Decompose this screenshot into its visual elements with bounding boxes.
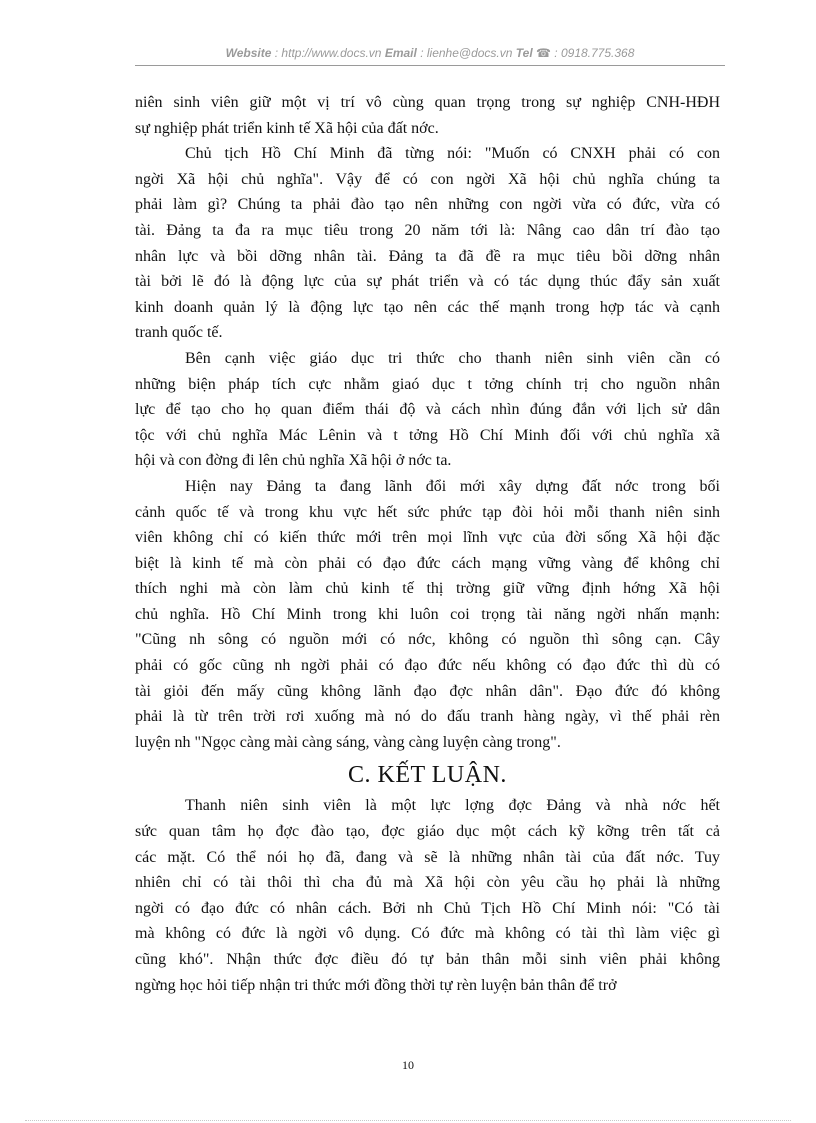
- text-line: sự nghiệp phát triển kinh tế Xã hội của đất nớc.: [135, 119, 439, 137]
- text-line: các mặt. Có thể nói họ đã, đang và sẽ là những nhân tài của đất nớc. Tuy: [135, 848, 720, 866]
- tel-value: ☎ : 0918.775.368: [536, 46, 635, 60]
- text-line: nhân lực và bồi dỡng nhân tài. Đảng ta đã đề ra mục tiêu bồi dỡng nhân: [135, 247, 720, 265]
- website-label: Website: [225, 46, 272, 60]
- section-heading: C. KẾT LUẬN.: [348, 762, 507, 789]
- text-line: viên không chỉ có kiến thức mới trên mọi lĩnh vực của đời sống Xã hội đặc: [135, 529, 720, 547]
- text-line: chủ nghĩa. Hồ Chí Minh trong khi luôn coi trọng tài năng ngời nhấn mạnh:: [135, 605, 720, 623]
- tel-label: Tel: [515, 46, 533, 60]
- text-line: tài giỏi đến mấy cũng không lãnh đạo đợc nhân dân". Đạo đức đó không: [135, 682, 720, 700]
- text-line: Bên cạnh việc giáo dục tri thức cho thanh niên sinh viên cần có: [185, 349, 720, 367]
- page-bottom-divider: [25, 1120, 791, 1121]
- text-line: biệt là kinh tế mà còn phải có đạo đức cách mạng vững vàng để không chỉ: [135, 554, 720, 572]
- page-header: [135, 46, 725, 60]
- text-line: lực để tạo cho họ quan điểm thái độ và cách nhìn đúng đắn với lịch sử dân: [135, 401, 720, 419]
- page-number: 10: [402, 1058, 414, 1072]
- text-line: mà không có đức là ngời vô dụng. Có đức mà không có tài thì làm việc gì: [135, 925, 720, 943]
- website-value: : http://www.docs.vn: [274, 46, 382, 60]
- text-line: kinh doanh quản lý là động lực tạo nên các thế mạnh trong hợp tác và cạnh: [135, 298, 720, 316]
- conclusion-paragraph: [135, 793, 720, 998]
- email-value: : lienhe@docs.vn: [420, 46, 513, 60]
- body-paragraphs: [135, 90, 720, 755]
- paragraph: [135, 141, 720, 346]
- text-line: "Cũng nh sông có nguồn mới có nớc, không có nguồn thì sông cạn. Cây: [135, 631, 720, 649]
- text-line: tài. Đảng ta đa ra mục tiêu trong 20 năm tới là: Nâng cao dân trí đào tạo: [135, 221, 720, 239]
- text-line: nhiên chỉ có tài thôi thì cha đủ mà Xã hội còn yêu cầu họ phải là những: [135, 874, 720, 892]
- text-line: cảnh quốc tế và trong khu vực hết sức phức tạp đòi hỏi mỗi thanh niên sinh: [135, 503, 720, 521]
- text-line: ngời Xã hội chủ nghĩa". Vậy để có con ngời Xã hội chủ nghĩa chúng ta: [135, 170, 720, 188]
- paragraph: [135, 346, 720, 474]
- email-label: Email: [384, 46, 417, 60]
- header-divider: [135, 65, 725, 66]
- text-line: những biện pháp tích cực nhằm giaó dục t tởng chính trị cho nguồn nhân: [135, 375, 720, 393]
- text-line: tài bởi lẽ đó là động lực của sự phát triển và có tác dụng thúc đẩy sản xuất: [135, 273, 720, 291]
- text-line: ngừng học hỏi tiếp nhận tri thức mới đồng thời tự rèn luyện bản thân để trở: [135, 976, 617, 994]
- text-line: phải là từ trên trời rơi xuống mà nó do đấu tranh hàng ngày, vì thế phải rèn: [135, 708, 720, 726]
- text-line: phải có gốc cũng nh ngời phải có đạo đức nếu không có đạo đức thì dù có: [135, 657, 720, 675]
- text-line: Chủ tịch Hồ Chí Minh đã từng nói: "Muốn có CNXH phải có con: [185, 145, 720, 163]
- paragraph: [135, 474, 720, 756]
- paragraph: [135, 90, 720, 141]
- text-line: tộc với chủ nghĩa Mác Lênin và t tởng Hồ Chí Minh đối với chủ nghĩa xã: [135, 426, 720, 444]
- page-body: [135, 90, 720, 998]
- text-line: Hiện nay Đảng ta đang lãnh đổi mới xây dựng đất nớc trong bối: [185, 477, 720, 495]
- text-line: thích nghi mà còn làm chủ kinh tế thị trờng giữ vững định hớng Xã hội: [135, 580, 720, 598]
- text-line: phải làm gì? Chúng ta phải đào tạo nên những con ngời vừa có đức, vừa có: [135, 196, 720, 214]
- text-line: cũng khó". Nhận thức đợc điều đó tự bản thân mỗi sinh viên phải không: [135, 951, 720, 968]
- text-line: tranh quốc tế.: [135, 324, 223, 342]
- text-line: niên sinh viên giữ một vị trí vô cùng quan trọng trong sự nghiệp CNH-HĐH: [135, 94, 720, 111]
- text-line: hội và con đờng đi lên chủ nghĩa Xã hội ở nớc ta.: [135, 452, 452, 470]
- text-line: luyện nh "Ngọc càng mài càng sáng, vàng càng luyện càng trong".: [135, 733, 561, 751]
- text-line: sức quan tâm họ đợc đào tạo, đợc giáo dục một cách kỹ kỡng trên tất cả: [135, 823, 720, 841]
- text-line: ngời có đạo đức có nhân cách. Bởi nh Chủ Tịch Hồ Chí Minh nói: "Có tài: [135, 899, 720, 917]
- text-line: Thanh niên sinh viên là một lực lợng đợc Đảng và nhà nớc hết: [185, 797, 720, 815]
